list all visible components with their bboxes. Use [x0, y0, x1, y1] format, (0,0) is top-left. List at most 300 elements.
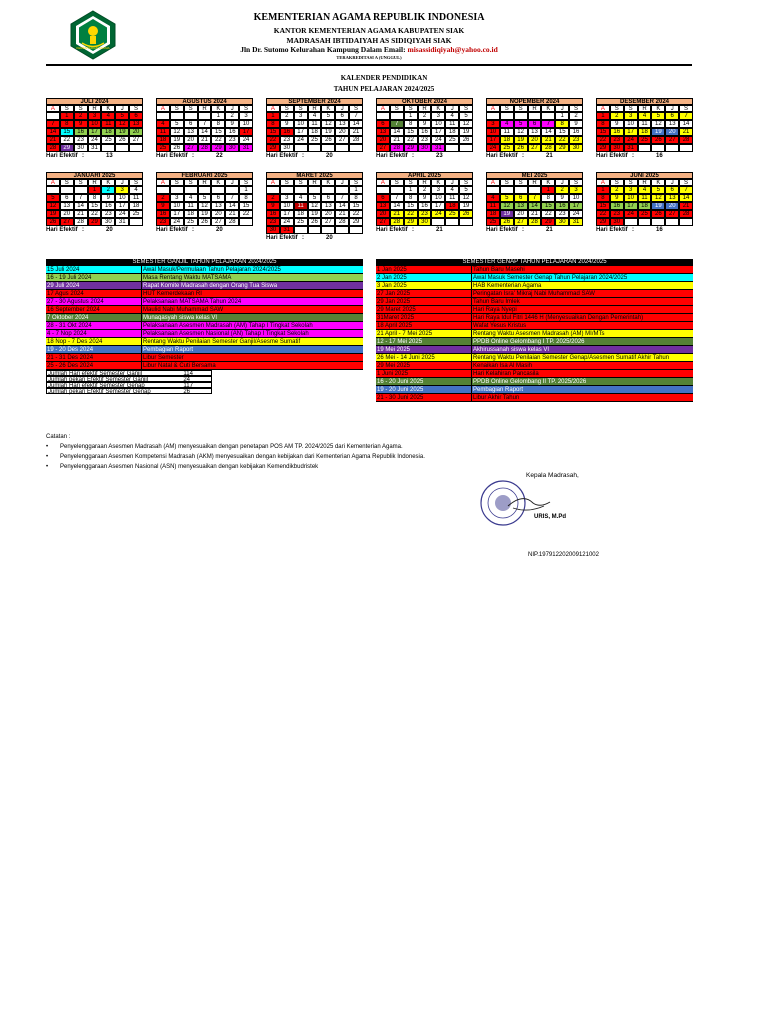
date-cell [211, 186, 225, 194]
date-cell: 23 [569, 136, 583, 144]
event-row [376, 290, 693, 298]
date-cell: 29 [596, 144, 610, 152]
date-cell: 16 [418, 202, 432, 210]
date-cell: 11 [500, 128, 514, 136]
date-cell: 26 [651, 210, 665, 218]
date-cell: 9 [266, 202, 280, 210]
day-header: R [198, 179, 212, 186]
date-cell: 8 [404, 120, 418, 128]
summary-row [46, 382, 212, 388]
date-cell: 10 [624, 120, 638, 128]
event-row [376, 386, 693, 394]
date-cell: 20 [129, 128, 143, 136]
date-cell: 29 [266, 144, 280, 152]
date-cell: 28 [528, 218, 542, 226]
calendar-title: KALENDER PENDIDIKAN [340, 74, 428, 82]
date-cell [541, 112, 555, 120]
event-date: 2 Jan 2025 [376, 274, 472, 281]
date-cell: 18 [638, 128, 652, 136]
month-juli-2024 [46, 98, 143, 159]
date-cell: 30 [74, 144, 88, 152]
date-cell: 7 [225, 194, 239, 202]
date-cell: 13 [129, 120, 143, 128]
date-cell [294, 226, 308, 234]
date-cell: 21 [225, 210, 239, 218]
hari-efektif-value: 16 [656, 153, 663, 159]
date-cell: 6 [60, 194, 74, 202]
day-header: S [184, 179, 198, 186]
date-cell: 28 [679, 136, 693, 144]
day-header: S [679, 105, 693, 112]
date-cell: 28 [390, 144, 404, 152]
event-row [376, 322, 693, 330]
date-cell: 25 [638, 136, 652, 144]
month-title: JUNI 2025 [596, 172, 693, 179]
date-cell: 25 [445, 136, 459, 144]
hari-efektif-value: 21 [436, 227, 443, 233]
date-cell: 23 [266, 218, 280, 226]
date-cell: 19 [500, 210, 514, 218]
date-cell [349, 144, 363, 152]
day-header: S [459, 105, 473, 112]
date-cell: 30 [569, 144, 583, 152]
date-cell: 1 [404, 186, 418, 194]
date-cell: 11 [308, 120, 322, 128]
event-date: 25 - 26 Des 2024 [46, 362, 142, 369]
hari-efektif-label: Hari Efektif [156, 153, 188, 159]
date-cell: 13 [665, 120, 679, 128]
date-cell: 7 [335, 194, 349, 202]
header-ministry: KEMENTERIAN AGAMA REPUBLIK INDONESIA [253, 12, 485, 23]
date-cell: 15 [60, 128, 74, 136]
day-header: S [294, 105, 308, 112]
day-header: K [541, 179, 555, 186]
day-header: S [170, 179, 184, 186]
event-date: 17 Agus 2024 [46, 290, 142, 297]
date-cell: 6 [184, 120, 198, 128]
hari-efektif-label: Hari Efektif [596, 153, 628, 159]
event-row [376, 378, 693, 386]
date-cell: 20 [528, 136, 542, 144]
hari-efektif-label: Hari Efektif [486, 153, 518, 159]
summary-label: Jumlah pekan Efektif Semester Ganjil [48, 377, 149, 383]
month-title: MEI 2025 [486, 172, 583, 179]
hari-efektif-label: Hari Efektif [266, 153, 298, 159]
date-cell: 18 [445, 128, 459, 136]
event-date: 1 Jan 2025 [376, 266, 472, 273]
date-cell [665, 144, 679, 152]
date-cell: 28 [198, 144, 212, 152]
date-cell: 16 [156, 210, 170, 218]
date-cell [101, 144, 115, 152]
event-row [376, 354, 693, 362]
date-cell: 21 [390, 136, 404, 144]
date-cell: 1 [211, 112, 225, 120]
date-cell [514, 186, 528, 194]
date-cell: 1 [596, 186, 610, 194]
date-cell: 12 [514, 128, 528, 136]
date-cell: 14 [679, 194, 693, 202]
event-desc: Peringatan Isra' Mikraj Nabi Muhammad SAW [473, 291, 595, 297]
day-header: S [280, 105, 294, 112]
date-cell: 19 [651, 202, 665, 210]
event-row [46, 314, 363, 322]
date-cell [335, 186, 349, 194]
date-cell [266, 186, 280, 194]
signature-block [478, 468, 638, 528]
event-desc: Pembagian Raport [473, 387, 524, 393]
day-header: S [294, 179, 308, 186]
month-juni-2025 [596, 172, 693, 233]
event-desc: Maulid Nabi Muhammad SAW [143, 307, 224, 313]
date-cell [528, 112, 542, 120]
date-cell: 8 [404, 194, 418, 202]
date-cell: 12 [321, 120, 335, 128]
date-cell: 16 [280, 128, 294, 136]
date-cell [156, 186, 170, 194]
hari-efektif-label: Hari Efektif [596, 227, 628, 233]
date-cell: 7 [528, 194, 542, 202]
date-cell: 31 [88, 144, 102, 152]
date-cell: 24 [624, 210, 638, 218]
date-cell: 12 [459, 120, 473, 128]
event-desc: Hari Raya Nyepi [473, 307, 517, 313]
date-cell: 1 [88, 186, 102, 194]
date-cell: 16 [418, 128, 432, 136]
date-cell: 31 [280, 226, 294, 234]
date-cell: 27 [514, 218, 528, 226]
date-cell: 21 [390, 210, 404, 218]
date-cell: 14 [528, 202, 542, 210]
date-cell: 4 [486, 194, 500, 202]
hari-efektif-value: 21 [546, 227, 553, 233]
date-cell: 1 [266, 112, 280, 120]
date-cell: 16 [266, 210, 280, 218]
date-cell: 3 [280, 194, 294, 202]
date-cell: 28 [679, 210, 693, 218]
day-header: A [596, 179, 610, 186]
day-header: R [418, 105, 432, 112]
event-row [46, 338, 363, 346]
date-cell: 21 [198, 136, 212, 144]
date-cell: 8 [239, 194, 253, 202]
date-cell: 26 [459, 136, 473, 144]
date-cell: 29 [555, 144, 569, 152]
month-oktober-2024 [376, 98, 473, 159]
day-header: A [596, 105, 610, 112]
date-cell [308, 186, 322, 194]
genap-events-table [376, 259, 693, 402]
date-cell: 3 [115, 186, 129, 194]
date-cell: 13 [321, 202, 335, 210]
day-header: S [390, 179, 404, 186]
date-cell: 30 [280, 144, 294, 152]
date-cell: 17 [624, 128, 638, 136]
date-cell: 2 [555, 186, 569, 194]
date-cell: 10 [486, 128, 500, 136]
date-cell: 6 [211, 194, 225, 202]
date-cell: 15 [404, 202, 418, 210]
date-cell: 30 [101, 218, 115, 226]
day-header: A [46, 179, 60, 186]
event-date: 29 Mei 2025 [376, 362, 472, 369]
event-desc: Masa Rentang Waktu MATSAMA [143, 275, 232, 281]
date-cell [129, 144, 143, 152]
date-cell: 14 [390, 128, 404, 136]
date-cell: 17 [486, 136, 500, 144]
hari-efektif: Hari Efektif : 16 [596, 153, 663, 159]
date-cell: 25 [129, 210, 143, 218]
day-header: S [280, 179, 294, 186]
day-header: K [211, 179, 225, 186]
svg-text:KEMENTERIAN AGAMA: KEMENTERIAN AGAMA [76, 46, 110, 50]
hari-efektif-value: 20 [326, 235, 333, 241]
event-date: 21 April - 7 Mei 2025 [376, 330, 472, 337]
day-header: J [115, 179, 129, 186]
date-cell: 19 [198, 210, 212, 218]
school-stamp [478, 478, 558, 528]
event-row [46, 266, 363, 274]
date-cell: 5 [170, 120, 184, 128]
date-cell: 2 [156, 194, 170, 202]
day-header: K [431, 105, 445, 112]
date-cell: 31 [115, 218, 129, 226]
date-cell: 11 [638, 120, 652, 128]
hari-efektif-value: 23 [436, 153, 443, 159]
date-cell: 29 [404, 144, 418, 152]
event-date: 19 Mei 2025 [376, 346, 472, 353]
date-cell: 1 [555, 112, 569, 120]
date-cell [156, 112, 170, 120]
date-cell: 28 [390, 218, 404, 226]
event-date: 15 Juli 2024 [46, 266, 142, 273]
date-cell: 15 [596, 128, 610, 136]
hari-efektif: Hari Efektif : 21 [486, 227, 553, 233]
event-desc: Pelaksanaan Asesmen Madrasah (AM) Tahap I Tingkat Sekolah [143, 323, 313, 329]
date-cell: 12 [198, 202, 212, 210]
date-cell: 1 [239, 186, 253, 194]
date-cell: 4 [156, 120, 170, 128]
month-mei-2025 [486, 172, 583, 233]
date-cell [170, 186, 184, 194]
date-cell: 19 [115, 128, 129, 136]
date-cell: 2 [101, 186, 115, 194]
date-cell [624, 218, 638, 226]
day-header: K [431, 179, 445, 186]
date-cell: 21 [528, 210, 542, 218]
date-cell: 20 [376, 210, 390, 218]
event-desc: Libur Natal & Cuti Bersama [143, 363, 216, 369]
date-cell: 6 [335, 112, 349, 120]
event-desc: Wafat Yesus Kristus [473, 323, 527, 329]
event-desc: Awal Masuk Semester Genap Tahun Pelajaran 2024/2025 [473, 275, 628, 281]
event-row [376, 370, 693, 378]
letterhead [46, 6, 692, 66]
date-cell: 15 [541, 202, 555, 210]
date-cell: 21 [335, 210, 349, 218]
day-header: J [445, 105, 459, 112]
hari-efektif-value: 20 [326, 153, 333, 159]
day-header: J [225, 179, 239, 186]
date-cell: 21 [46, 136, 60, 144]
date-cell: 22 [555, 136, 569, 144]
date-cell: 29 [211, 144, 225, 152]
date-cell [184, 186, 198, 194]
hari-efektif-label: Hari Efektif [156, 227, 188, 233]
date-cell: 28 [74, 218, 88, 226]
date-cell: 6 [514, 194, 528, 202]
date-cell: 27 [665, 210, 679, 218]
month-maret-2025 [266, 172, 363, 241]
date-cell: 7 [541, 120, 555, 128]
date-cell: 16 [610, 128, 624, 136]
month-title: FEBRUARI 2025 [156, 172, 253, 179]
date-cell: 5 [459, 112, 473, 120]
date-cell: 27 [129, 136, 143, 144]
event-desc: Hari Kelahiran Pancasila [473, 371, 539, 377]
summary-label: Jumlah Hari efektif Semester Genap [48, 383, 145, 389]
event-row [376, 394, 693, 402]
date-cell [459, 218, 473, 226]
date-cell: 10 [569, 194, 583, 202]
day-header: S [610, 179, 624, 186]
notes-section [46, 432, 546, 470]
event-desc: Awal Masuk/Permulaan Tahun Pelajaran 2024/2025 [143, 267, 281, 273]
date-cell [308, 144, 322, 152]
event-date: 3 Jan 2025 [376, 282, 472, 289]
date-cell: 27 [321, 218, 335, 226]
email-link[interactable]: misassidiqiyah@yahoo.co.id [407, 45, 498, 54]
hari-efektif: Hari Efektif : 23 [376, 153, 443, 159]
event-row [376, 330, 693, 338]
day-header: A [486, 179, 500, 186]
month-desember-2024 [596, 98, 693, 159]
semester-title: SEMESTER GANJIL TAHUN PELAJARAN 2024/2025 [46, 259, 363, 266]
day-header: R [638, 179, 652, 186]
event-row [46, 346, 363, 354]
day-header: S [390, 105, 404, 112]
date-cell: 17 [280, 210, 294, 218]
date-cell: 25 [156, 144, 170, 152]
day-header: A [266, 179, 280, 186]
event-date: 28 - 31 Okt 2024 [46, 322, 142, 329]
hari-efektif-label: Hari Efektif [46, 153, 78, 159]
semester-title: SEMESTER GENAP TAHUN PELAJARAN 2024/2025 [376, 259, 693, 266]
date-cell: 4 [184, 194, 198, 202]
day-header: S [514, 105, 528, 112]
day-header: K [101, 105, 115, 112]
date-cell: 19 [651, 128, 665, 136]
day-header: R [198, 105, 212, 112]
hari-efektif-label: Hari Efektif [266, 235, 298, 241]
date-cell: 23 [555, 210, 569, 218]
event-date: 16 - 20 Juni 2025 [376, 378, 472, 385]
day-header: J [335, 105, 349, 112]
date-cell: 24 [431, 136, 445, 144]
summary-value: 114 [183, 371, 193, 377]
date-cell: 18 [500, 136, 514, 144]
event-desc: Tahun Baru Imlek [473, 299, 520, 305]
date-cell [335, 226, 349, 234]
date-cell: 6 [665, 186, 679, 194]
date-cell: 2 [610, 112, 624, 120]
date-cell: 26 [500, 218, 514, 226]
date-cell: 1 [60, 112, 74, 120]
notes-title: Catatan : [46, 434, 71, 440]
date-cell: 1 [596, 112, 610, 120]
day-header: J [225, 105, 239, 112]
hari-efektif: Hari Efektif : 20 [266, 235, 333, 241]
day-header: S [239, 179, 253, 186]
day-header: K [211, 105, 225, 112]
date-cell: 11 [156, 128, 170, 136]
month-februari-2025 [156, 172, 253, 233]
date-cell: 26 [459, 210, 473, 218]
date-cell: 9 [610, 194, 624, 202]
date-cell: 14 [541, 128, 555, 136]
event-row [46, 298, 363, 306]
date-cell: 11 [486, 202, 500, 210]
date-cell: 10 [88, 120, 102, 128]
date-cell: 14 [335, 202, 349, 210]
hari-efektif: Hari Efektif : 20 [46, 227, 113, 233]
event-row [46, 330, 363, 338]
date-cell: 24 [431, 210, 445, 218]
date-cell: 12 [46, 202, 60, 210]
event-date: 18 Nop - 7 Des 2024 [46, 338, 142, 345]
month-agustus-2024 [156, 98, 253, 159]
date-cell: 5 [198, 194, 212, 202]
date-cell: 8 [541, 194, 555, 202]
date-cell: 20 [665, 128, 679, 136]
date-cell [349, 226, 363, 234]
date-cell [321, 226, 335, 234]
event-row [376, 346, 693, 354]
date-cell: 3 [431, 112, 445, 120]
summary-row [46, 388, 212, 394]
month-title: MARET 2025 [266, 172, 363, 179]
event-row [376, 266, 693, 274]
date-cell: 14 [390, 202, 404, 210]
note-item: • Penyelenggaraan Asesmen Madrasah (AM) menyesuaikan dengan penetapan POS AM TP. 2024/2025 dari Kementerian Agama. [46, 444, 403, 450]
date-cell: 7 [349, 112, 363, 120]
date-cell [308, 226, 322, 234]
date-cell: 3 [624, 112, 638, 120]
hari-efektif-value: 20 [106, 227, 113, 233]
day-header: A [376, 105, 390, 112]
date-cell: 8 [596, 120, 610, 128]
day-header: K [321, 105, 335, 112]
date-cell: 23 [610, 136, 624, 144]
month-title: OKTOBER 2024 [376, 98, 473, 105]
date-cell: 28 [335, 218, 349, 226]
date-cell: 8 [60, 120, 74, 128]
date-cell: 9 [418, 120, 432, 128]
date-cell: 6 [528, 120, 542, 128]
date-cell: 3 [624, 186, 638, 194]
date-cell: 4 [294, 194, 308, 202]
date-cell: 21 [679, 202, 693, 210]
date-cell: 5 [46, 194, 60, 202]
date-cell: 26 [514, 144, 528, 152]
event-desc: PPDB Online Gelombang II TP. 2025/2026 [473, 379, 587, 385]
date-cell: 22 [266, 136, 280, 144]
date-cell: 19 [514, 136, 528, 144]
event-row [46, 362, 363, 370]
date-cell: 29 [60, 144, 74, 152]
month-april-2025 [376, 172, 473, 233]
date-cell: 31 [239, 144, 253, 152]
